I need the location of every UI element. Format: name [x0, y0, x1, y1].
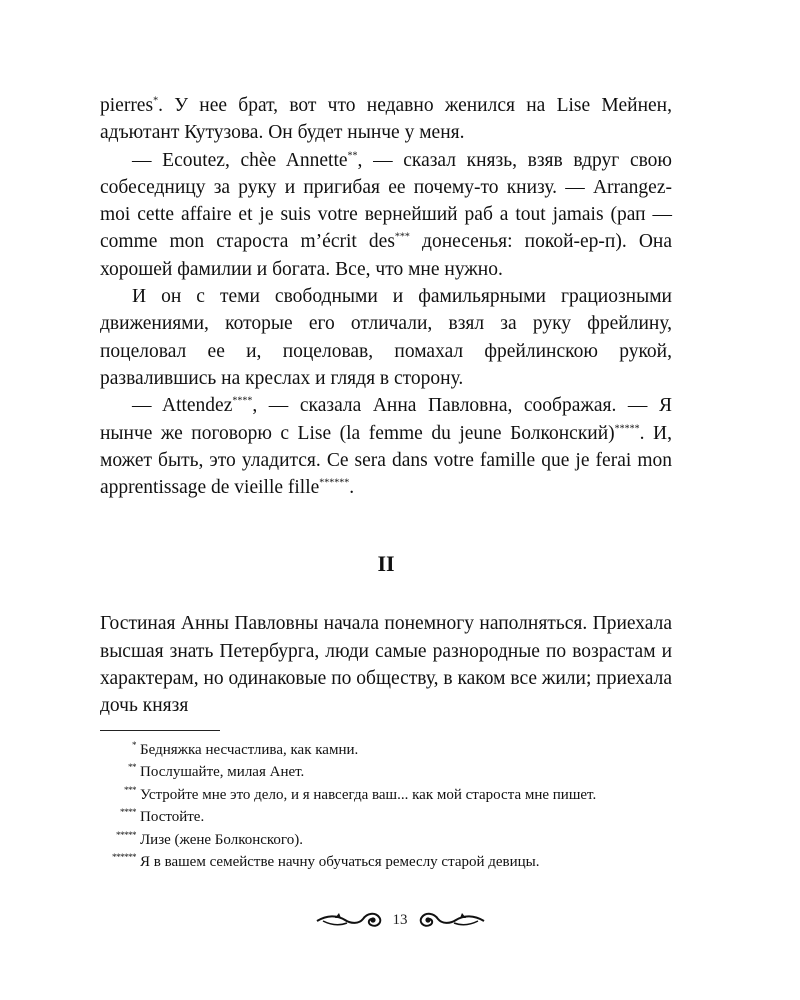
footnote-text: Лизе (жене Болконского). — [140, 831, 303, 848]
footnote-text: Постойте. — [140, 809, 205, 826]
paragraph — [100, 92, 672, 147]
footnote — [100, 761, 672, 784]
footnote-mark: *** — [124, 784, 136, 795]
footnote — [100, 829, 672, 852]
text-run: — Attendez — [132, 395, 233, 417]
footnote-ref: *** — [394, 231, 410, 243]
text-run: донесенья: покой-ер-п). Она хорошей фамилии и богата. Все, что мне нужно. — [100, 231, 672, 280]
left-ornament-icon — [315, 907, 385, 933]
footnote-mark: ** — [128, 762, 136, 773]
footnote-divider — [100, 730, 220, 731]
text-run: . — [349, 477, 355, 499]
paragraph — [100, 283, 672, 392]
footnote — [100, 806, 672, 829]
footnote-text: Бедняжка несчастлива, как камни. — [140, 741, 359, 758]
footnote-mark: **** — [120, 807, 136, 818]
footnote — [100, 851, 672, 874]
text-run: И он с теми свободными и фамильярными грациозными движениями, которые его отличали, взял за руку фрейлину, поцеловал ее и, поцеловав, помахал фрейлинскою рукой, развалившись на креслах и глядя в сторону. — [100, 286, 672, 389]
footnote-ref: ***** — [614, 423, 640, 435]
footnote-mark: ***** — [116, 829, 136, 840]
book-page — [100, 92, 672, 874]
right-ornament-icon — [416, 907, 486, 933]
text-run: . И, может быть, это уладится. Ce sera dans votre famille que je ferai mon apprentissage de vieille fille — [100, 422, 672, 499]
footnote-ref: ****** — [319, 477, 350, 489]
footnote-text: Послушайте, милая Анет. — [140, 764, 305, 781]
footnote-mark: ****** — [112, 852, 136, 863]
text-run: — Ecoutez, chèe Annette — [132, 149, 348, 171]
text-run: pierres — [100, 95, 154, 116]
text-run: . У нее брат, вот что недавно женился на Lise Мейнен, адъютант Кутузова. Он будет нынче у меня. — [100, 95, 672, 144]
page-number: 13 — [392, 911, 408, 928]
footnote-ref: * — [153, 95, 159, 107]
footnote — [100, 784, 672, 807]
text-run: , — сказал князь, взяв вдруг свою собеседницу за руку и пригибая ее почему-то книзу. — Arrangez-moi cette affaire et je suis votre вернейший раб a tout jamais (рап — comme mon староста m’écrit des — [100, 149, 672, 253]
chapter-heading: II — [377, 551, 395, 577]
footnote-text: Устройте мне это дело, и я навсегда ваш... как мой староста мне пишет. — [140, 786, 597, 803]
footnotes — [100, 739, 672, 874]
paragraph — [100, 147, 672, 283]
main-text — [100, 92, 672, 720]
footnote-text: Я в вашем семействе начну обучаться ремеслу старой девицы. — [140, 854, 540, 871]
footnote-ref: **** — [232, 395, 253, 407]
footnote — [100, 739, 672, 762]
footnote-ref: ** — [347, 150, 358, 162]
text-run: , — сказала Анна Павловна, соображая. — Я нынче же поговорю с Lise (la femme du jeune Болконский) — [100, 395, 672, 444]
paragraph — [100, 392, 672, 501]
chapter-opening-paragraph: Гостиная Анны Павловны начала понемногу наполняться. Приехала высшая знать Петербурга, люди самые разнородные по возрастам и характерам, но одинаковые по обществу, в каком все жили; приехала дочь князя — [100, 613, 672, 717]
folio — [0, 900, 800, 940]
footnote-mark: * — [132, 739, 136, 750]
